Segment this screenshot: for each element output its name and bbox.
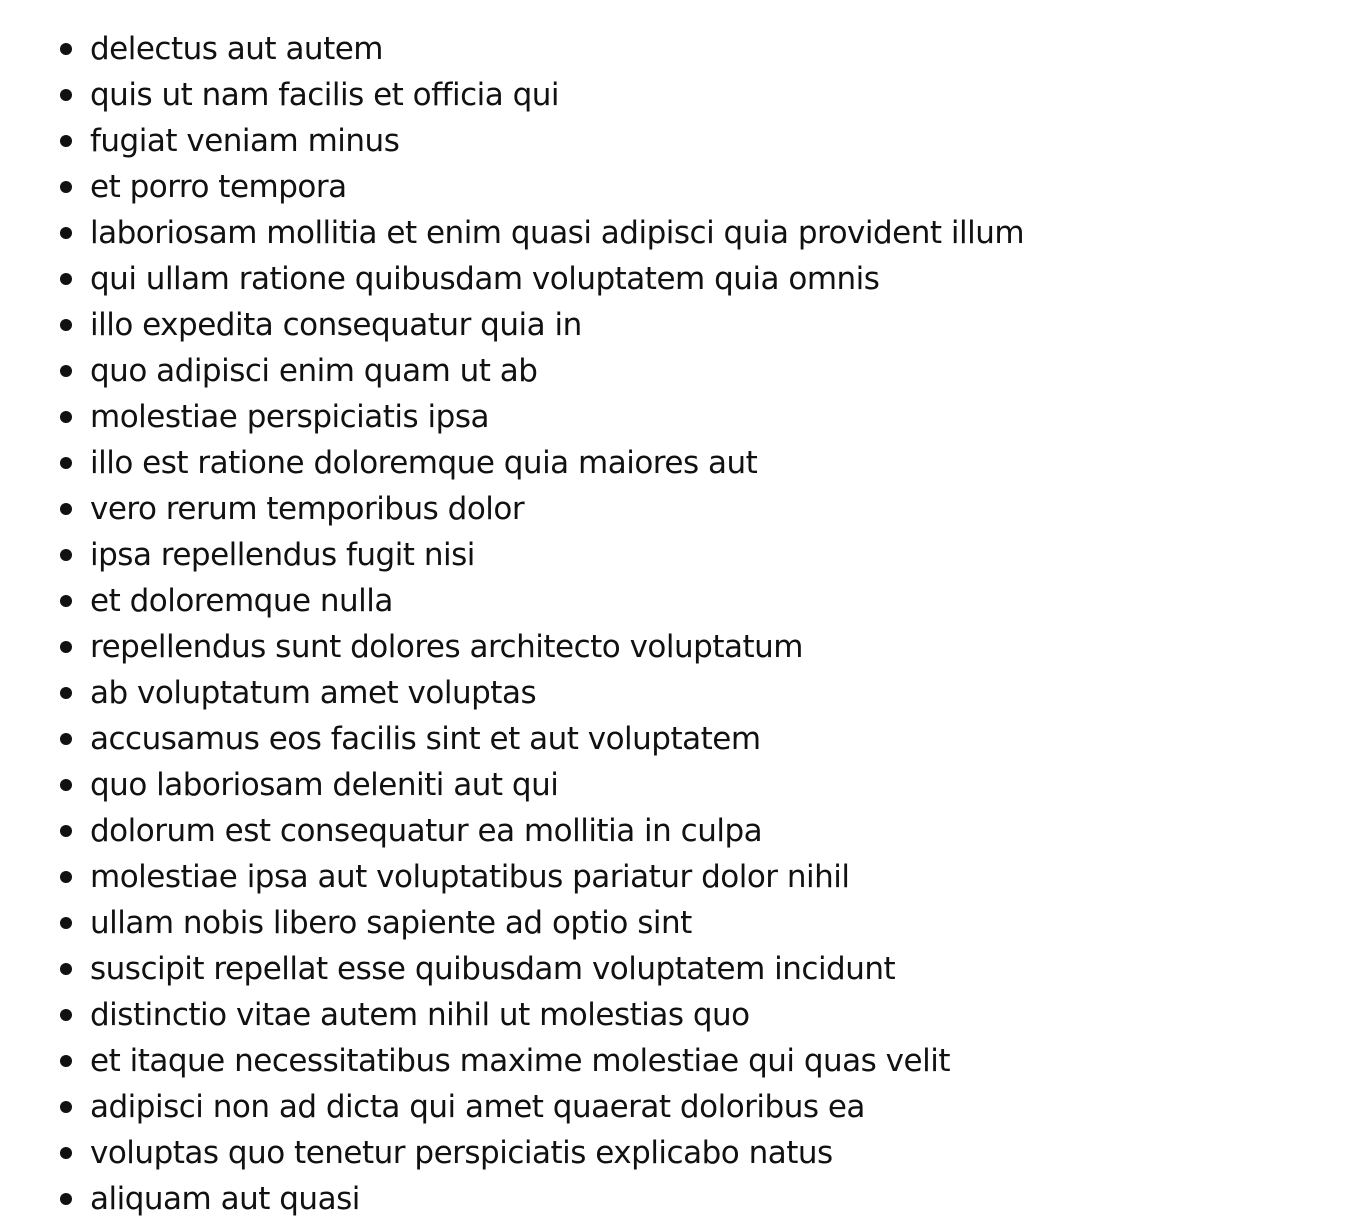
list-item: accusamus eos facilis sint et aut voluptatem [50,716,1024,762]
list-item: quis ut nam facilis et officia qui [50,72,1024,118]
list-item: et doloremque nulla [50,578,1024,624]
list-item: adipisci non ad dicta qui amet quaerat doloribus ea [50,1084,1024,1130]
list-item: ipsa repellendus fugit nisi [50,532,1024,578]
list-item: illo expedita consequatur quia in [50,302,1024,348]
list-item: illo est ratione doloremque quia maiores aut [50,440,1024,486]
list-item: et porro tempora [50,164,1024,210]
list-item: dolorum est consequatur ea mollitia in culpa [50,808,1024,854]
list-item: molestiae ipsa aut voluptatibus pariatur dolor nihil [50,854,1024,900]
list-item: quo laboriosam deleniti aut qui [50,762,1024,808]
list-item: delectus aut autem [50,26,1024,72]
list-item: laboriosam mollitia et enim quasi adipisci quia provident illum [50,210,1024,256]
list-item: voluptas quo tenetur perspiciatis explicabo natus [50,1130,1024,1176]
list-item: et itaque necessitatibus maxime molestiae qui quas velit [50,1038,1024,1084]
list-item: repellendus sunt dolores architecto voluptatum [50,624,1024,670]
todo-list [50,26,1024,1222]
list-item: ullam nobis libero sapiente ad optio sint [50,900,1024,946]
list-item: fugiat veniam minus [50,118,1024,164]
list-item: vero rerum temporibus dolor [50,486,1024,532]
list-item: suscipit repellat esse quibusdam voluptatem incidunt [50,946,1024,992]
list-item: ab voluptatum amet voluptas [50,670,1024,716]
list-item: distinctio vitae autem nihil ut molestias quo [50,992,1024,1038]
list-item: quo adipisci enim quam ut ab [50,348,1024,394]
list-item: aliquam aut quasi [50,1176,1024,1222]
list-item: molestiae perspiciatis ipsa [50,394,1024,440]
list-item: qui ullam ratione quibusdam voluptatem quia omnis [50,256,1024,302]
